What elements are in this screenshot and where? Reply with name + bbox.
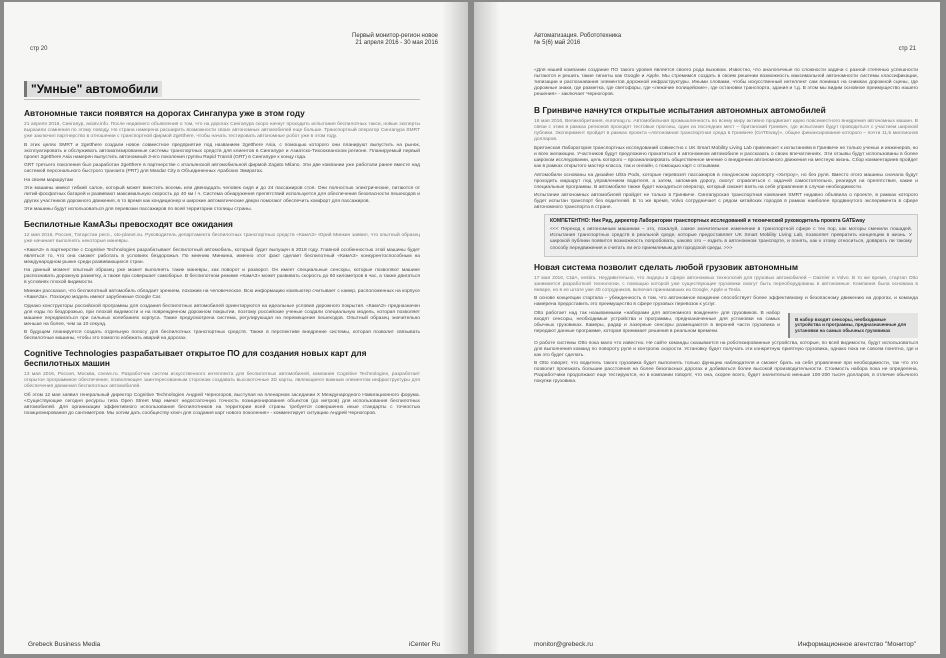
footer-publisher: Grebeck Business Media — [28, 641, 101, 648]
header-title-line1: Автоматизация. Робототехника — [534, 33, 622, 39]
section-title: "Умные" автомобили — [24, 81, 162, 97]
quote-heading: КОМПЕТЕНТНО: Ник Рид, директор Лаборатории транспортных исследований и технический руководитель проекта GATEway — [550, 218, 865, 225]
header-title-line1: Первый монитор-регион новое — [352, 33, 438, 39]
article-paragraph: 13 мая 2016, Россия, Москва, cnews.ru. Разработчик систем искусственного интеллекта для беспилотных автомобилей, компания Cognitive Technologies, разработает открытое программное обеспечение, позволяющее заинтересованным сторонам создавать высокоточные 3D карты, являющиеся важным элементом инфраструктуры для обеспечения движения беспилотных автомобилей. — [24, 372, 420, 390]
article-heading: Беспилотные КамАЗы превосходят все ожидания — [24, 219, 233, 230]
footer-email: monitor@grebeck.ru — [534, 641, 593, 648]
article-paragraph: О работе системы Otto пока мало что известно. Не сайте команды сказывается на роботизированные устройства, которые, по всей видимости, будут использоваться для выполнения команд по повороту руля и контролю скорости. Установку будет получать эти конкретную приятную грузовика, однако пока не совсем понятно, где и как это будет сделать. — [534, 340, 918, 358]
header-title — [534, 33, 621, 47]
article-heading: Новая система позволит сделать любой грузовик автономным — [534, 261, 799, 272]
article-paragraph: GRT третьего поколения был разработан 2getthere в партнерстве с итальянской автомобильной фирмой Zagato Milano. Эти две компании уже работали ранее вместе над системой персонального быстрого транзита (PRT) для Masdar City в Объединенных Арабских Эмиратах. — [24, 163, 420, 175]
article-paragraph: В этих целях SMRT и 2getthere создали новое совместное предприятие под названием 2getthere Asia, с помощью которого они планируют выпустить на рынок, эксплуатировать и обслуживать автоматизированные системы транспортных средств для клиентов в Сингапуре и Азиатско-Тихоокеанском регионе. Планируемый первый проект 2getthere Asia намерен выпустить автономный 3-его поколения группы Rapid Transit (GRT) в Сингапуре к концу года. — [24, 142, 420, 160]
article-paragraph: Эти машины имеют гибкий салон, который может вместить восемь или двенадцать человек сидя и до 24 пассажиров стоя. Они полностью электрические, питаются от литий-фосфатных батарей и развивают максимальную скорость до 40 км / ч. Система обнаружения препятствий используется для обеспечения безопасности пешеходов и других участников дорожного движения, в то время как кондиционер и широкие автоматические двери помогают обеспечить комфорт для пассажиров. — [24, 186, 420, 204]
footer-agency: Информационное агентство "Монитор" — [797, 641, 916, 648]
article-paragraph: 17 мая 2016, США, vestiru. Неудивительно, что лидеры в сфере автономных технологий для грузовых автомобилей – Daimler и Volvo. В то же время, стартап Otto занимается разработкой технологии, с помощью которой уже существующие грузовики смогут быть переоборудованы в автономные. Компания была основана в январе, но в ее штате уже 40 сотрудников, включая принимавших из Google, Apple и Tesla. — [534, 275, 918, 293]
article-heading: Автономные такси появятся на дорогах Сингапура уже в этом году — [24, 108, 305, 118]
article-paragraph: Однако конструкторы российской программы для создания беспилотных автомобилей ориентируются на идеальные условия дорожного покрытия. «КамАЗ» предназначен для езды по бездорожью, при плохой видимости и на поврежденном дорожном покрытии, поэтому российские ученые создали специальную модель, которая позволяет машине передвигаться при сильных колебаниях корпуса. Также предусмотрена система, регулирующая на перемещения пешеходов. Опытный образец значительно меньше на более, чем за 10 секунд. — [24, 303, 420, 327]
article-paragraph: 12 мая 2016, Россия, Татарстан респ., oto-planet.su. Руководитель департамента беспилотных транспортных средств «КамАЗ» Юрий Минкин заявил, что опытный образец уже начинает выполнять некоторые маневры. — [24, 233, 420, 245]
article-paragraph: На своем маршрутам — [24, 177, 73, 183]
article-paragraph: Автомобили основаны на дизайне Ultra Pods, которые перевозят пассажиров в лондонском аэропорту «Хитроу», но без руля. Вместо этого машины сначала будут проходить маршрут под управлением водителя, а затем, запомнив дорогу, смогут справляться с задачей самостоятельно, реагируя на препятствия, какие и специальные программы. В автомобиле также будет находиться оператор, который сможет взять на себя управление в случае необходимости. — [534, 172, 918, 190]
article — [534, 105, 918, 256]
article — [534, 262, 918, 386]
article-paragraph: Испытание автономных автомобилей пройдет не только в Гринвиче. Сингапурская транспортная компания SMRT недавно объявила о проекте, в рамках которого будет испытан транспорт без водителей. В то же время, Volvo сотрудничает с рядом китайских городов в рамках наиболее продвинутого эксперимента в сфере автономного транспорта в стране. — [534, 193, 918, 211]
footer-site: iCenter Ru — [408, 641, 440, 648]
article-paragraph: Британская Лаборатория транспортных исследований совместно с UK Smart Mobility Living Lab привлекает к испытаниям в Гринвиче не только ученых и инженеров, но и всех желающих. Участников будут предложено прокатиться в автономном автомобиле и рассказать о своих впечатлениях. Эти отзывы будут использованы в более широком исследовании, цель которого – проанализировать общественное мнение о внедрении автономного движения на местную жизнь. Сбор комментариев пройдет как в рамках открытого мастер-класса, так и онлайн, с помощью карт с отзывами. — [534, 145, 918, 170]
left-content — [24, 80, 420, 420]
page-number: стр 21 — [898, 46, 916, 52]
article-paragraph: Эти машины будут использоваться для перевозки пассажиров по всей территории столицы страны. — [24, 207, 253, 213]
header-title-line2: 21 апреля 2016 - 30 мая 2016 — [355, 40, 438, 46]
article-paragraph: В будущем планируется создать отдельную полосу для беспилотных транспортных средств. Также в перспективе внедрение системы, которая позволит связывать беспилотные машины, чтобы это помогло избежать аварий на дорогах. — [24, 330, 420, 342]
article-paragraph: В Otto говорят, что водитель такого грузовика будет выполнять только функцию наблюдателя и сможет брать на себя управление при необходимости, так что это позволит проезжать большие расстояния на более безопасных дорогах и добиваться более высокой производительности. Стоимость набора пока не определена, Разработчики продолжают еще тестируются, но в компании говорят, что она, скорее всего, будет значительно меньше 100-200 тысяч долларов, в отличие обычного покупки грузовика. — [534, 361, 918, 385]
gutter-shadow — [474, 2, 500, 654]
article-paragraph: Об этом 12 мая заявил генеральный директор Cognitive Technologies Андрей Черногоров, выступая на пленарном заседании X Международного Навигационного форума. «Существующие сегодня ресурсы типа Open Street Map имеют недостаточную точность позиционирования объектов (до метров) для использования беспилотных автомобилей. Для организации эффективного использования беспилотников на территории всей страны требуется совершенно иные стандарты с точностью позиционирования до сантиметров. Мы хотим дать сообществу ключ для создания карт нового поколения» - комментирует ситуацию Андрей Черногоров. — [24, 393, 420, 417]
header-title — [352, 33, 438, 47]
article — [24, 108, 420, 213]
quote-text: <<< Переход к автономным машинам – это, пожалуй, самое значительное изменение в транспортной сфере с тех пор, как моторы сменили лошадей. Испытания транспортных средств в реальной среде, которые предоставляет UK Smart Mobility Living Lab, позволяет превратить концепцию в жизнь. У широкой публики появится возможность попробовать, каково это – ездить в автономном транспорте, и понять, как к этому относиться, довврать ли такому способу передвижения и считать ли его приемлемым для городской среды. >>> — [550, 227, 912, 251]
article-paragraph: «КамАЗ» в партнерстве с Cognitive Technologies разрабатывает беспилотный автомобиль, который будет выпущен в 2018 году. Главной особенностью этой машины будет являться то, что она сможет работать в условиях бездорожья. По мнению Минкина, именно этот факт сделает беспилотный «КамАЗ» конкурентоспособным на международном рынке среди развивающихся стран. — [24, 247, 420, 265]
section-divider — [24, 99, 420, 100]
article-heading: Cognitive Technologies разрабатывает открытое ПО для создания новых карт для беспилотных машин — [24, 348, 367, 369]
intro-paragraph: «Для нашей компании создание ПО такого уровня является своего рода вызовом. Известно, что аналогичные по сложности задачи с разной степенью успешности пытаются и решить такие гиганты как Google и Apple. Мы стремимся создать в своем решении возможность максимальной автономности системы классификации, типизации и распознавания элементов дорожной инфраструктуры. Иными словами, чтобы искусственный интеллект сам понимал на снимках дорожной сцены, где дорожные знаки, где разметка, где светофоры, где «лежачие полицейские», где остановки транспорта, здания и т.д. В этом мы видим основное преимущество нашего решения» - заключает Черногоров. — [534, 68, 918, 98]
left-page — [4, 2, 468, 654]
pull-quote-box: В набор входят сенсоры, необходимые устройства и программы, предназначенные для установки на самых обычных грузовиках — [788, 313, 918, 338]
right-content — [534, 68, 918, 388]
right-page — [474, 2, 940, 654]
article-paragraph: В основе концепции стартапа – убежденность в том, что автономное вождение способствует более эффективному и безопасному движению на дорогах, и команда намерена предоставить это преимущество в сфере грузовых перевозок к услуг. — [534, 296, 918, 308]
article-paragraph: Otto работает над так называемыми «наборами для автономного вождения» для грузовиков. В набор входят сенсоры, необходимые устройства и программы, предназначенные для установки на самых обычных грузовиках. Камеры, радар и лазерные сенсоры размещаются в верхней части грузовика и передают данные программе, которая принимает решения в реальном времени. — [534, 310, 780, 334]
header-title-line2: № 5(6) май 2016 — [534, 40, 581, 46]
article-paragraph: 16 мая 2016, Великобритания, euromag.ru. Автомобильная промышленность во всему миру активно продвигает идею повсеместного внедрения автономных машин. В связи с этим в рамках регионов проходят тестовые прогоны, один из последних мест – британский Гринвич, где испытания будут проводиться с участием широкой публики. Эксперимент пройдет в рамках проекта «Автономная транспортная среда в Гринвиче (GATEway)», общее финансирование которого – почти 11,5 миллионов долларов. — [534, 119, 918, 143]
gutter-shadow — [442, 2, 468, 654]
expert-quote-box — [544, 214, 918, 256]
article — [24, 219, 420, 342]
article — [24, 348, 420, 417]
article-paragraph: 21 апреля 2016, Сингапур, asiatv.info. После недавнего объявления о том, что на дорогах Сингапура скоро начнут проходить испытания беспилотных такси, новые эксперты выразили сомнения по этому поводу. Но страна намерена расширить возможности своих автономных автомобилей еще больше. Транспортный оператор Сингапура SMRT уже заключил партнерство в отношении с транспортной фирмой 2getthere, чтобы начать тестировать автономные робот уже в этом году. — [24, 122, 420, 140]
article-heading: В Гринвиче начнутся открытые испытания автономных автомобилей — [534, 105, 826, 116]
article-paragraph: Минкин рассказал, что беспилотный автомобиль обладает зрением, похожим на человеческое. Всю информацию компьютер считывает с камер, расположенных на корпусе «КамАЗа». Похожую модель имеют зарубежные Google Car. — [24, 288, 420, 301]
article-paragraph: На данный момент опытный образец уже может выполнять такие маневры, как поворот и разворот. Он имеет специальные сенсоры, которые позволяют машине распознавать дорожную разметку, а также при совершает самоборье. В беспилотном режиме «КамАЗ» может развивать скорость до 60 километров в час, а также двигаться в условиях плохой видимости. — [24, 268, 420, 286]
page-number: стр 20 — [30, 46, 48, 52]
